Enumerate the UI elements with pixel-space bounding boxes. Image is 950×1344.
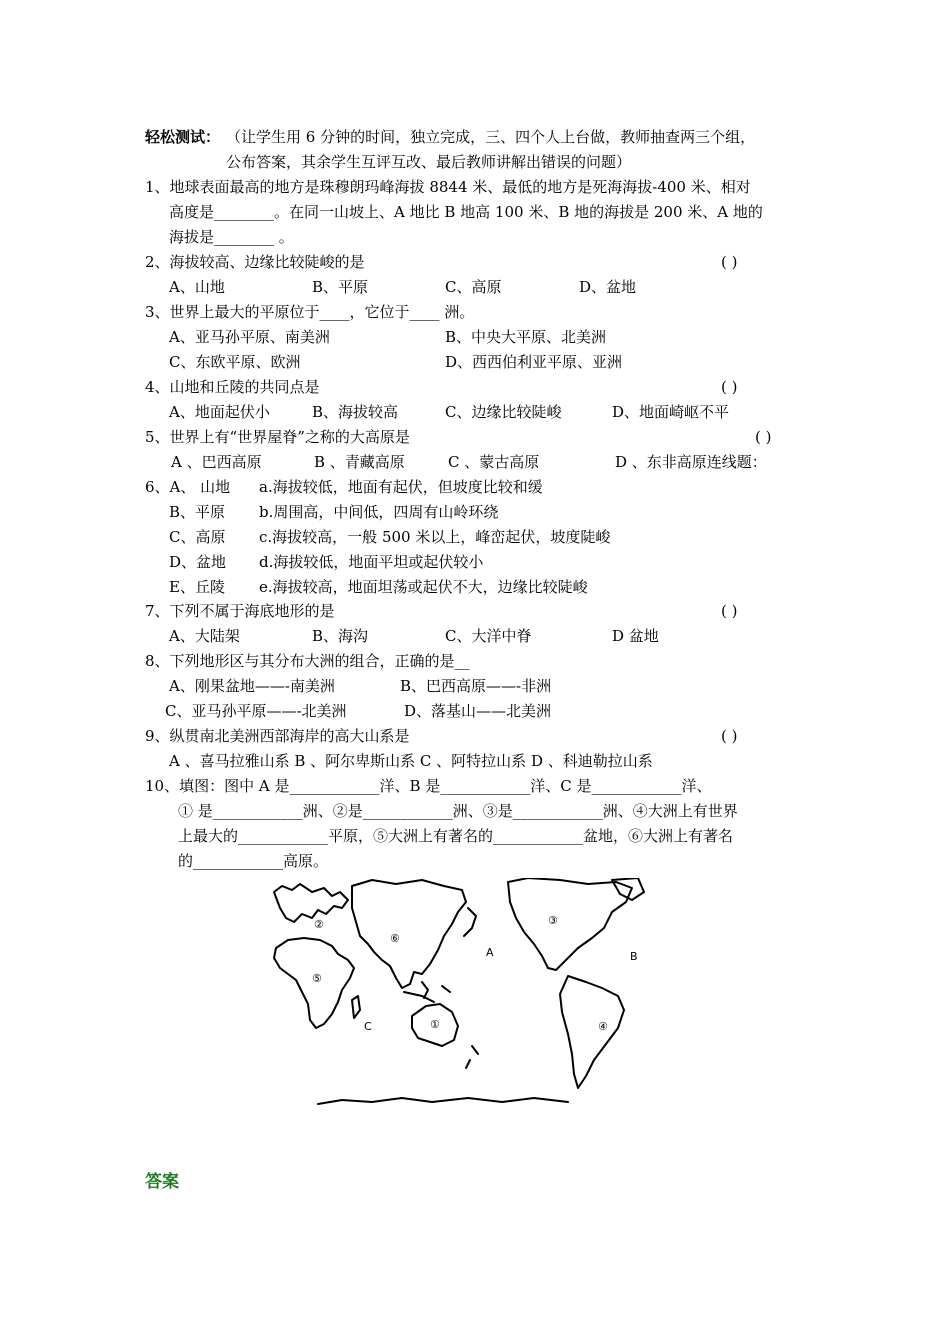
q4-option-b: B、海拔较高 [312, 403, 399, 421]
q8-option-a: A、刚果盆地——-南美洲 [169, 677, 335, 695]
section-title: 轻松测试： [145, 128, 221, 146]
q7-answer-paren: ( ) [721, 602, 738, 620]
q6-row-1-right: a.海拔较低，地面有起伏，但坡度比较和缓 [259, 478, 543, 496]
q5-option-d: D 、东非高原连线题： [615, 453, 767, 471]
q3-stem: 3、世界上最大的平原位于____，它位于____ 洲。 [145, 303, 475, 321]
q6-row-4-left: D、盆地 [169, 553, 227, 571]
q10-line-3: 上最大的____________平原，⑤大洲上有著名的____________盆地，⑥大洲上有著名 [178, 827, 734, 845]
q3-option-c: C、东欧平原、欧洲 [169, 353, 301, 371]
north-america-outline [508, 878, 632, 970]
instruction-line-1: （让学生用 6 分钟的时间，独立完成，三、四个人上台做，教师抽查两三个组， [226, 128, 756, 146]
q9-answer-paren: ( ) [721, 727, 738, 745]
q5-stem: 5、世界上有“世界屋脊”之称的大高原是 [145, 428, 410, 446]
japan-outline [464, 908, 476, 936]
q7-stem: 7、下列不属于海底地形的是 [145, 602, 335, 620]
answer-heading: 答案 [145, 1172, 179, 1192]
q4-stem: 4、山地和丘陵的共同点是 [145, 378, 320, 396]
south-america-outline [560, 976, 624, 1088]
q6-row-3-left: C、高原 [169, 528, 226, 546]
q6-row-5-left: E、丘陵 [169, 578, 225, 596]
asia-outline [352, 880, 466, 988]
q5-option-a: A 、巴西高原 [171, 453, 262, 471]
europe-outline [274, 884, 348, 922]
q3-option-a: A、亚马孙平原、南美洲 [169, 328, 330, 346]
q2-option-d: D、盆地 [579, 278, 637, 296]
q2-option-c: C、高原 [445, 278, 502, 296]
q4-option-d: D、地面崎岖不平 [612, 403, 730, 421]
indonesia-outline [404, 982, 450, 1002]
q4-option-c: C、边缘比较陡峻 [445, 403, 562, 421]
q6-row-3-right: c.海拔较高，一般 500 米以上，峰峦起伏，坡度陡峻 [259, 528, 611, 546]
q5-option-b: B 、青藏高原 [314, 453, 405, 471]
q1-line-2: 高度是________。在同一山坡上、A 地比 B 地高 100 米、B 地的海拔是 200 米、A 地的 [169, 203, 763, 221]
map-label-3: ③ [548, 914, 558, 927]
map-label-5: ⑤ [312, 972, 322, 985]
q3-option-d: D、西西伯利亚平原、亚洲 [445, 353, 623, 371]
q5-answer-paren: ( ) [755, 428, 772, 446]
new-zealand-outline [466, 1046, 478, 1068]
q1-line-3: 海拔是________ 。 [169, 228, 294, 246]
q3-option-b: B、中央大平原、北美洲 [445, 328, 607, 346]
q2-option-b: B、平原 [312, 278, 369, 296]
map-label-2: ② [314, 918, 324, 931]
q7-option-b: B、海沟 [312, 627, 369, 645]
q9-stem: 9、纵贯南北美洲西部海岸的高大山系是 [145, 727, 410, 745]
q10-line-2: ① 是____________洲、②是____________洲、③是____________洲、④大洲上有世界 [178, 802, 738, 820]
map-label-6: ⑥ [390, 932, 400, 945]
instruction-line-2: 公布答案，其余学生互评互改、最后教师讲解出错误的问题） [226, 153, 632, 171]
q9-options: A 、喜马拉雅山系 B 、阿尔卑斯山系 C 、阿特拉山系 D 、科迪勒拉山系 [169, 752, 653, 770]
q6-row-4-right: d.海拔较低，地面平坦或起伏较小 [259, 553, 484, 571]
q6-row-1-left: 6、A、 山地 [145, 478, 231, 496]
q8-stem: 8、下列地形区与其分布大洲的组合，正确的是__ [145, 652, 470, 670]
q6-row-2-left: B、平原 [169, 503, 226, 521]
map-label-a: A [486, 946, 494, 959]
q5-option-c: C 、蒙古高原 [448, 453, 540, 471]
q6-row-2-right: b.周围高，中间低，四周有山岭环绕 [259, 503, 499, 521]
q2-answer-paren: ( ) [721, 253, 738, 271]
q10-line-4: 的____________高原。 [178, 852, 329, 870]
q6-row-5-right: e.海拔较高，地面坦荡或起伏不大，边缘比较陡峻 [259, 578, 588, 596]
q10-line-1: 10、填图：图中 A 是____________洋、B 是____________洋、C 是____________洋、 [145, 777, 712, 795]
q4-option-a: A、地面起伏小 [169, 403, 270, 421]
q8-option-c: C、亚马孙平原——-北美洲 [165, 702, 347, 720]
q4-answer-paren: ( ) [721, 378, 738, 396]
map-label-1: ① [430, 1018, 440, 1031]
map-label-c: C [364, 1020, 372, 1033]
q7-option-d: D 盆地 [612, 627, 659, 645]
q7-option-c: C、大洋中脊 [445, 627, 532, 645]
madagascar-outline [352, 996, 360, 1018]
q7-option-a: A、大陆架 [169, 627, 240, 645]
q8-option-d: D、落基山——北美洲 [404, 702, 552, 720]
map-label-b: B [630, 950, 638, 963]
world-map [272, 878, 648, 1106]
q1-line-1: 1、地球表面最高的地方是珠穆朗玛峰海拔 8844 米、最低的地方是死海海拔-400 米、相对 [145, 178, 751, 196]
map-label-4: ④ [598, 1020, 608, 1033]
q2-option-a: A、山地 [169, 278, 225, 296]
q2-stem: 2、海拔较高、边缘比较陡峻的是 [145, 253, 365, 271]
antarctica-outline [318, 1098, 568, 1104]
q8-option-b: B、巴西高原——-非洲 [400, 677, 552, 695]
